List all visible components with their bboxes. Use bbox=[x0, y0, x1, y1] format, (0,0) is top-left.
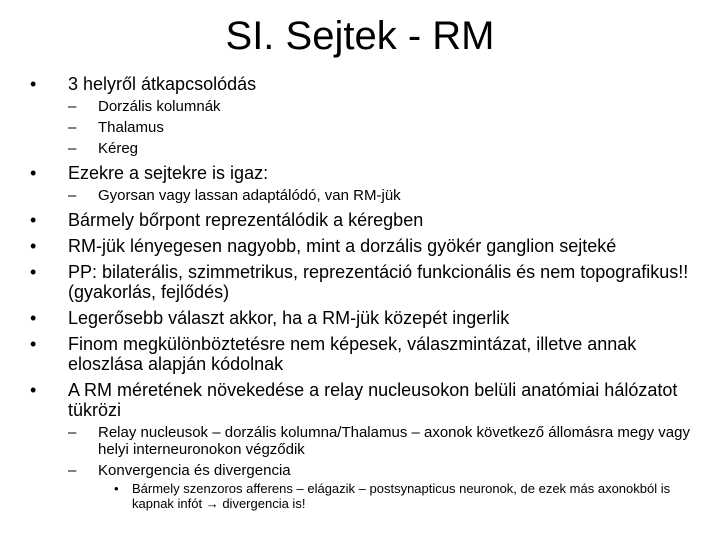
sub-bullet-text: Relay nucleusok – dorzális kolumna/Thalamus – axonok következő állomásra megy vagy helyi interneuronokon végződik bbox=[98, 424, 690, 458]
bullet-marker: • bbox=[114, 481, 119, 496]
bullet-item bbox=[30, 262, 700, 302]
bullet-item bbox=[30, 236, 700, 256]
sub-bullet-text: Gyorsan vagy lassan adaptálódó, van RM-jük bbox=[98, 187, 401, 204]
bullet-marker: • bbox=[30, 74, 37, 94]
sub-bullet-item bbox=[30, 98, 700, 115]
sub-bullet-text: Thalamus bbox=[98, 119, 164, 136]
bullet-marker: • bbox=[30, 334, 37, 354]
sub-sub-bullet-text: Bármely szenzoros afferens – elágazik – postsynapticus neuronok, de ezek más axonokból is kapnak infót → divergencia is! bbox=[132, 481, 671, 511]
sub-bullet-item bbox=[30, 424, 700, 458]
bullet-text: A RM méretének növekedése a relay nucleusokon belüli anatómiai hálózatot tükrözi bbox=[68, 380, 678, 420]
dash-marker: – bbox=[68, 424, 77, 441]
sub-bullet-text: Dorzális kolumnák bbox=[98, 98, 221, 115]
sub-bullet-text: Konvergencia és divergencia bbox=[98, 462, 291, 479]
bullet-item bbox=[30, 334, 700, 374]
bullet-item bbox=[30, 163, 700, 183]
bullet-text: PP: bilaterális, szimmetrikus, reprezentáció funkcionális és nem topografikus!! (gyakorlás, fejlődés) bbox=[68, 262, 689, 302]
bullet-text: Bármely bőrpont reprezentálódik a kéregben bbox=[68, 210, 424, 230]
bullet-item bbox=[30, 74, 700, 94]
bullet-marker: • bbox=[30, 236, 37, 256]
dash-marker: – bbox=[68, 98, 77, 115]
sub-bullet-item bbox=[30, 187, 700, 204]
bullet-marker: • bbox=[30, 262, 37, 282]
dash-marker: – bbox=[68, 119, 77, 136]
bullet-marker: • bbox=[30, 210, 37, 230]
bullet-item bbox=[30, 308, 700, 328]
dash-marker: – bbox=[68, 462, 77, 479]
sub-bullet-text: Kéreg bbox=[98, 140, 139, 157]
bullet-text: Legerősebb választ akkor, ha a RM-jük közepét ingerlik bbox=[68, 308, 510, 328]
bullet-item bbox=[30, 380, 700, 420]
bullet-text: Ezekre a sejtekre is igaz: bbox=[68, 163, 269, 183]
bullet-text: RM-jük lényegesen nagyobb, mint a dorzális gyökér ganglion sejteké bbox=[68, 236, 617, 256]
sub-sub-bullet-item bbox=[30, 481, 700, 511]
dash-marker: – bbox=[68, 187, 77, 204]
sub-bullet-item bbox=[30, 119, 700, 136]
slide-body bbox=[30, 68, 700, 511]
bullet-marker: • bbox=[30, 163, 37, 183]
dash-marker: – bbox=[68, 140, 77, 157]
sub-bullet-item bbox=[30, 140, 700, 157]
bullet-text: Finom megkülönböztetésre nem képesek, válaszmintázat, illetve annak eloszlása alapján kódolnak bbox=[68, 334, 637, 374]
bullet-marker: • bbox=[30, 380, 37, 400]
sub-bullet-item bbox=[30, 462, 700, 479]
bullet-marker: • bbox=[30, 308, 37, 328]
slide-title: SI. Sejtek - RM bbox=[225, 14, 495, 58]
bullet-text: 3 helyről átkapcsolódás bbox=[68, 74, 257, 94]
bullet-item bbox=[30, 210, 700, 230]
